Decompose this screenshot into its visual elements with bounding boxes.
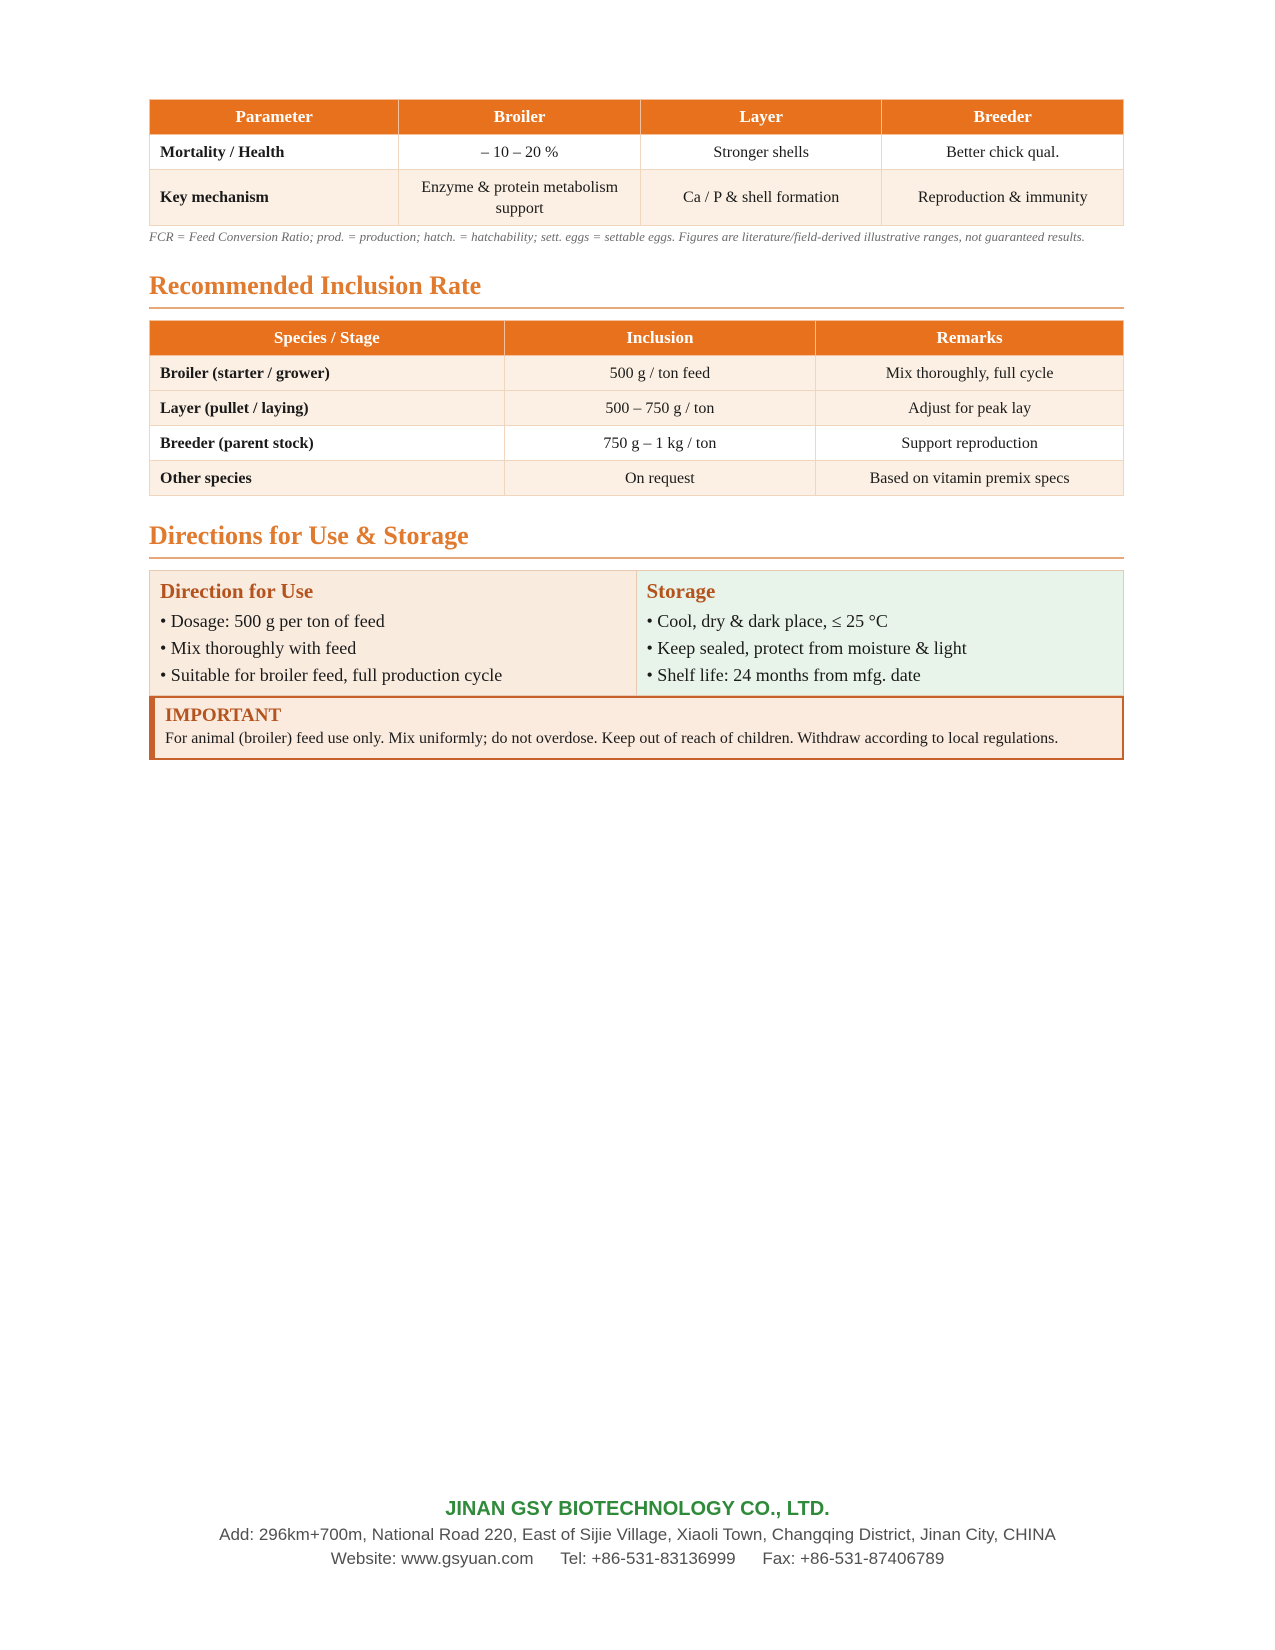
table-cell: 500 g / ton feed bbox=[504, 356, 816, 391]
column-header: Breeder bbox=[882, 100, 1124, 135]
list-item: • Shelf life: 24 months from mfg. date bbox=[646, 665, 921, 685]
column-header: Parameter bbox=[150, 100, 399, 135]
section-title-inclusion: Recommended Inclusion Rate bbox=[149, 271, 1124, 309]
table-cell: 500 – 750 g / ton bbox=[504, 391, 816, 426]
table-row bbox=[150, 170, 1124, 226]
table-cell: Layer (pullet / laying) bbox=[150, 391, 505, 426]
storage-box bbox=[637, 571, 1124, 695]
fax-text: Fax: +86-531-87406789 bbox=[762, 1549, 945, 1568]
storage-heading: Storage bbox=[646, 579, 716, 603]
table-row bbox=[150, 356, 1124, 391]
table-cell: 750 g – 1 kg / ton bbox=[504, 426, 816, 461]
direction-for-use-box bbox=[150, 571, 637, 695]
footer bbox=[0, 1495, 1275, 1571]
table-cell: Support reproduction bbox=[816, 426, 1124, 461]
table-cell: Breeder (parent stock) bbox=[150, 426, 505, 461]
effects-table bbox=[149, 99, 1124, 226]
table-cell: Reproduction & immunity bbox=[882, 170, 1124, 226]
list-item: • Mix thoroughly with feed bbox=[160, 638, 357, 658]
table-cell: Based on vitamin premix specs bbox=[816, 461, 1124, 496]
inclusion-table bbox=[149, 320, 1124, 496]
table-cell: Mix thoroughly, full cycle bbox=[816, 356, 1124, 391]
company-address: Add: 296km+700m, National Road 220, East of Sijie Village, Xiaoli Town, Changqing District, Jinan City, CHINA bbox=[219, 1525, 1056, 1544]
direction-for-use-heading: Direction for Use bbox=[160, 579, 314, 603]
company-name: JINAN GSY BIOTECHNOLOGY CO., LTD. bbox=[445, 1498, 830, 1520]
table-footnote: FCR = Feed Conversion Ratio; prod. = production; hatch. = hatchability; sett. eggs = settable eggs. Figures are literature/field-derived illustrative ranges, not guaranteed results. bbox=[149, 229, 1085, 244]
table-cell: Key mechanism bbox=[150, 170, 399, 226]
website-text: Website: www.gsyuan.com bbox=[330, 1549, 534, 1568]
table-cell: On request bbox=[504, 461, 816, 496]
table-cell: Better chick qual. bbox=[882, 135, 1124, 170]
table-header-row bbox=[150, 100, 1124, 135]
table-cell: Stronger shells bbox=[640, 135, 882, 170]
table-header-row bbox=[150, 321, 1124, 356]
table-row bbox=[150, 135, 1124, 170]
column-header: Species / Stage bbox=[150, 321, 505, 356]
column-header: Inclusion bbox=[504, 321, 816, 356]
important-heading: IMPORTANT bbox=[165, 705, 282, 726]
list-item: • Suitable for broiler feed, full production cycle bbox=[160, 665, 503, 685]
column-header: Broiler bbox=[399, 100, 641, 135]
section-title-directions: Directions for Use & Storage bbox=[149, 521, 1124, 559]
table-cell: Ca / P & shell formation bbox=[640, 170, 882, 226]
column-header: Remarks bbox=[816, 321, 1124, 356]
important-notice bbox=[149, 696, 1124, 760]
directions-panel bbox=[149, 570, 1124, 696]
column-header: Layer bbox=[640, 100, 882, 135]
table-row bbox=[150, 391, 1124, 426]
table-cell: Other species bbox=[150, 461, 505, 496]
table-cell: Mortality / Health bbox=[150, 135, 399, 170]
important-text: For animal (broiler) feed use only. Mix uniformly; do not overdose. Keep out of reach of children. Withdraw according to local regulations. bbox=[165, 730, 1059, 747]
table-row bbox=[150, 426, 1124, 461]
document-page bbox=[149, 99, 1124, 760]
table-row bbox=[150, 461, 1124, 496]
telephone-text: Tel: +86-531-83136999 bbox=[560, 1549, 736, 1568]
list-item: • Keep sealed, protect from moisture & light bbox=[646, 638, 967, 658]
list-item: • Dosage: 500 g per ton of feed bbox=[160, 611, 385, 631]
table-cell: Enzyme & protein metabolism support bbox=[399, 170, 641, 226]
table-cell: Broiler (starter / grower) bbox=[150, 356, 505, 391]
table-cell: Adjust for peak lay bbox=[816, 391, 1124, 426]
table-cell: – 10 – 20 % bbox=[399, 135, 641, 170]
list-item: • Cool, dry & dark place, ≤ 25 °C bbox=[646, 611, 888, 631]
contact-line bbox=[0, 1547, 1275, 1571]
